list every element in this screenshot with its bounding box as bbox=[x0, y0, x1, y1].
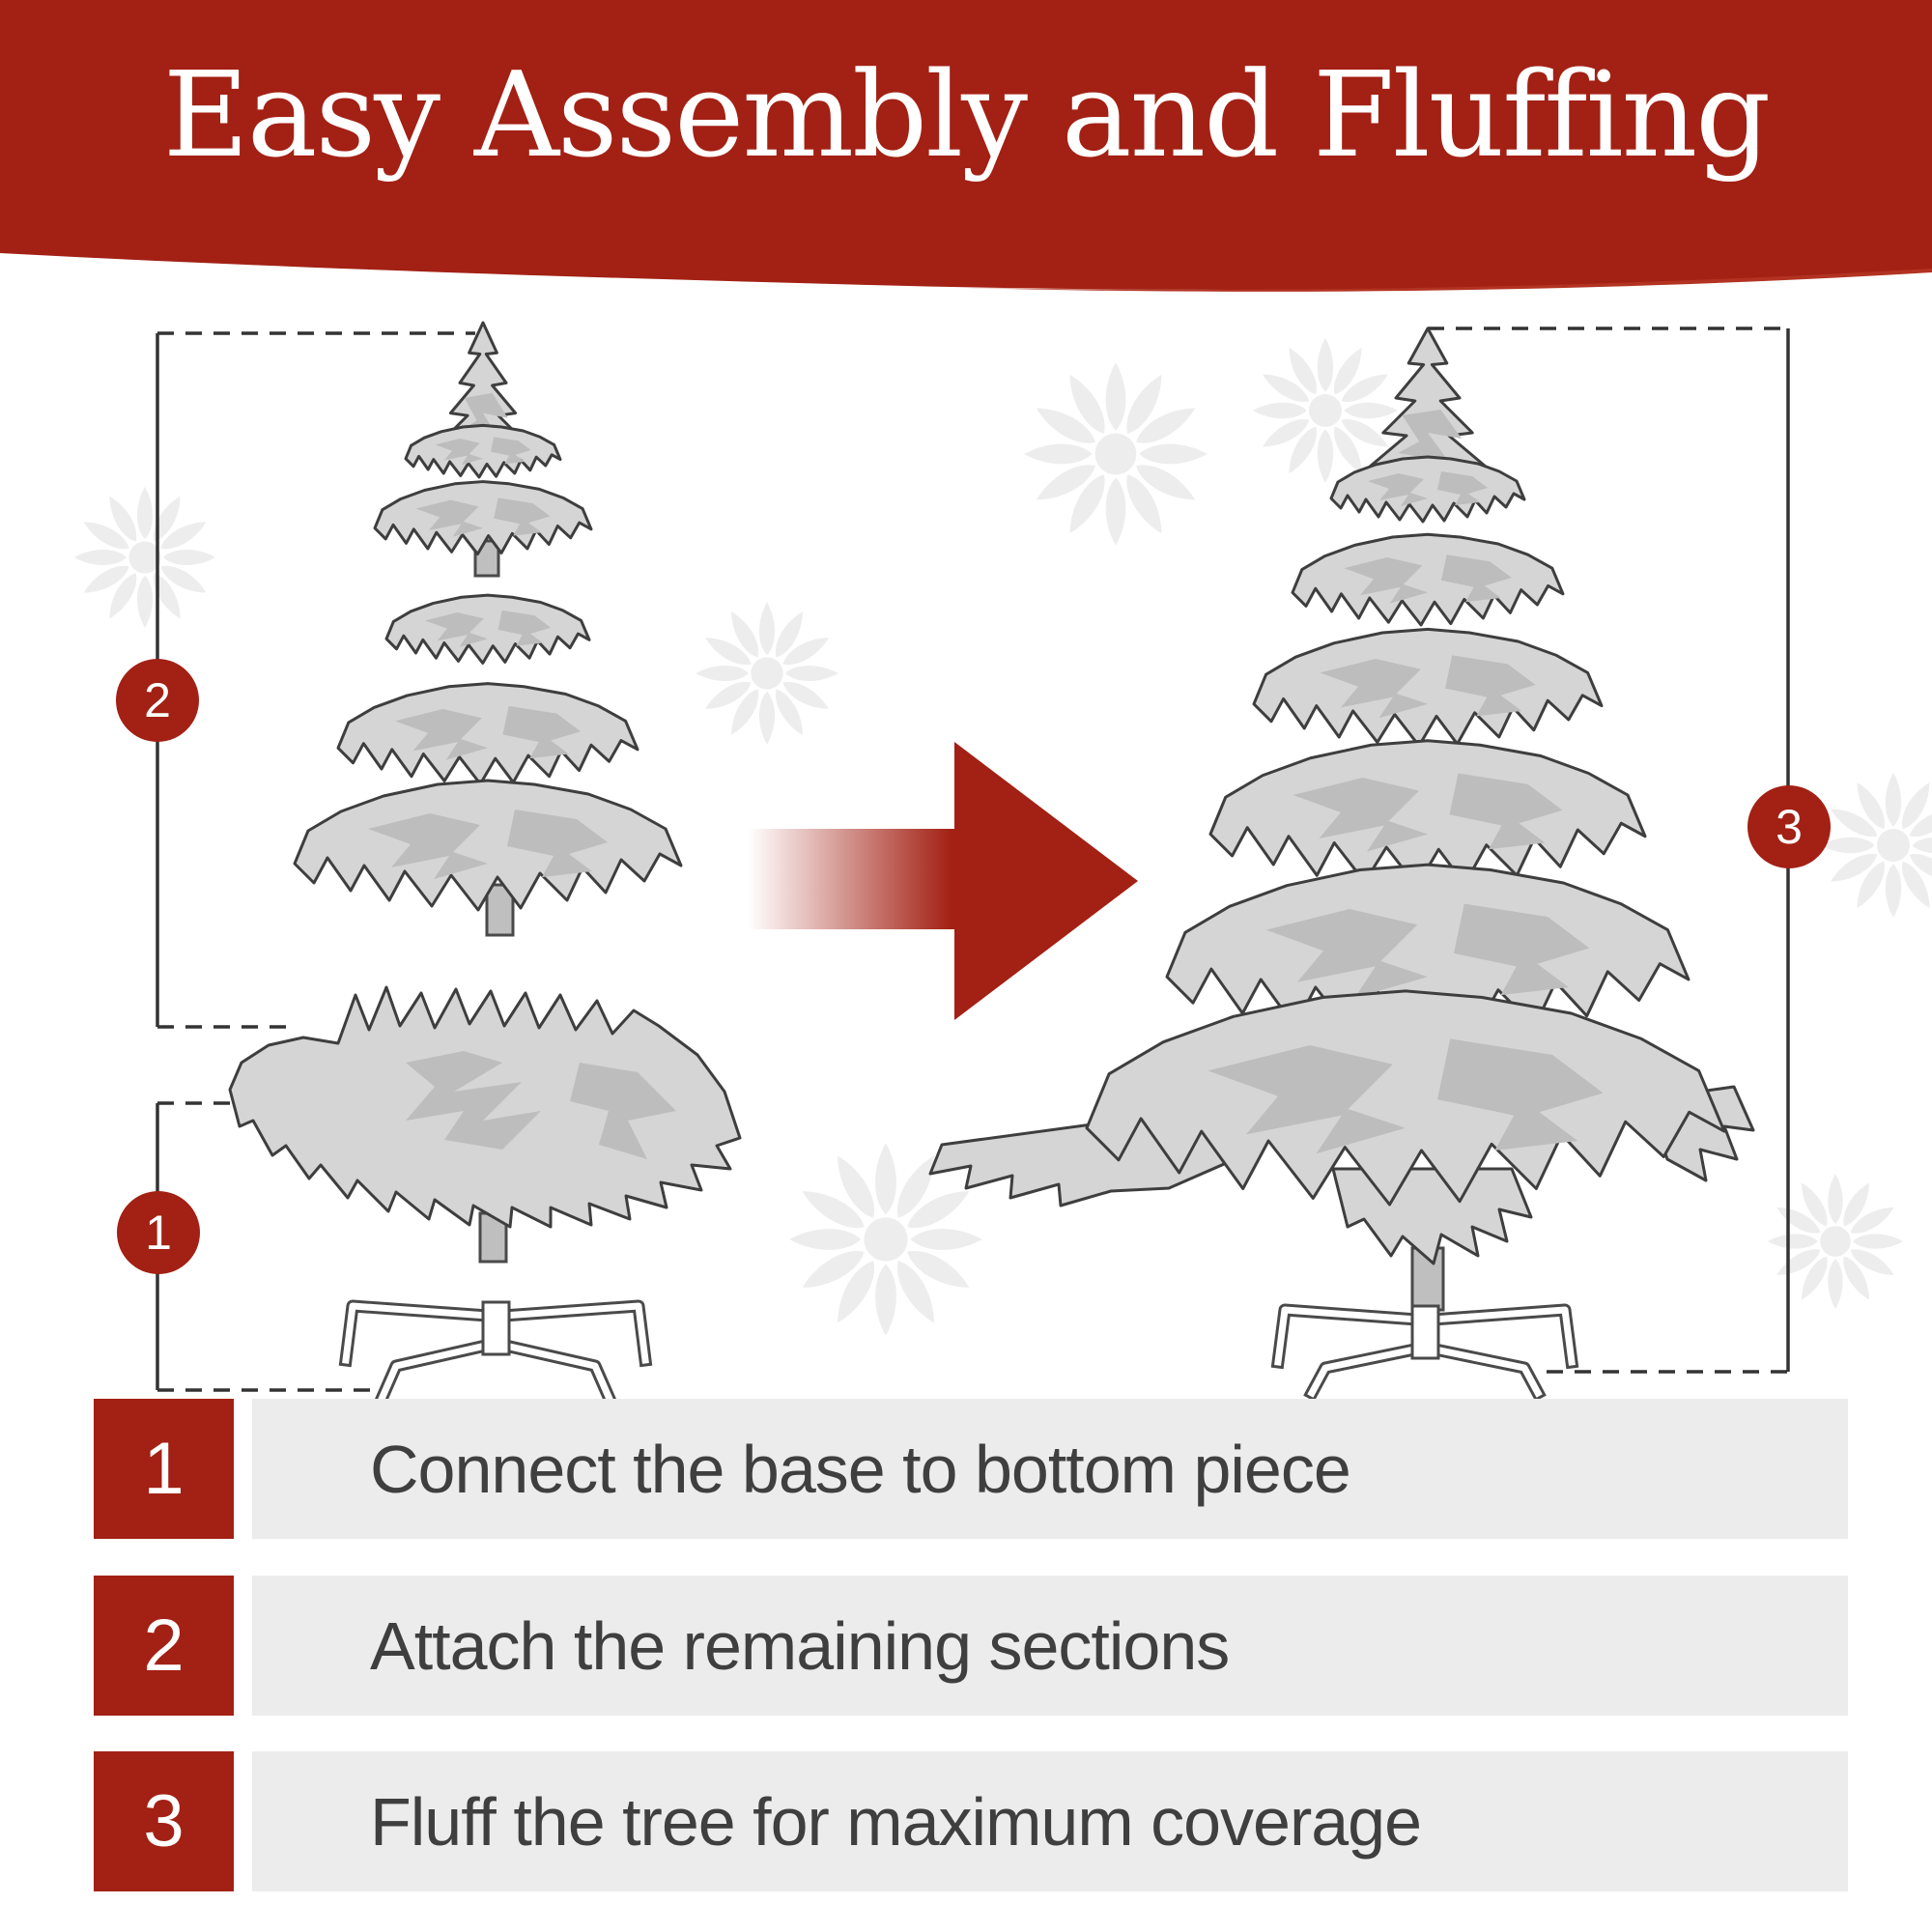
step-bar-3 bbox=[252, 1751, 1848, 1891]
page-title: Easy Assembly and Fluffing bbox=[162, 46, 1770, 184]
callout-badge-base: 1 bbox=[117, 1191, 200, 1274]
step-text-3: Fluff the tree for maximum coverage bbox=[370, 1783, 1422, 1860]
callout-badge-sections: 2 bbox=[116, 659, 199, 742]
step-text-1: Connect the base to bottom piece bbox=[370, 1431, 1350, 1507]
step-bar-2 bbox=[252, 1576, 1848, 1716]
tree-stand-attached bbox=[1278, 1306, 1572, 1393]
step-row-3 bbox=[0, 1751, 1932, 1891]
step-row-1 bbox=[0, 1399, 1932, 1539]
tree-stand-detached bbox=[346, 1302, 645, 1397]
tree-top-section bbox=[375, 323, 591, 576]
snowflake-icon bbox=[74, 487, 215, 628]
step-number-1: 1 bbox=[94, 1399, 234, 1539]
snowflake-icon bbox=[1821, 773, 1932, 918]
step-number-3: 3 bbox=[94, 1751, 234, 1891]
tree-middle-section bbox=[295, 595, 681, 935]
callout-badge-assembled: 3 bbox=[1747, 785, 1831, 868]
snowflake-icon bbox=[696, 602, 838, 745]
arrow-right-icon bbox=[749, 742, 1138, 1020]
tree-bottom-section bbox=[230, 987, 740, 1262]
snowflake-icon bbox=[1024, 362, 1208, 546]
step-bar-1 bbox=[252, 1399, 1848, 1539]
snowflake-icon bbox=[789, 1143, 982, 1336]
step-text-2: Attach the remaining sections bbox=[370, 1607, 1230, 1684]
step-row-2 bbox=[0, 1576, 1932, 1716]
step-number-2: 2 bbox=[94, 1576, 234, 1716]
